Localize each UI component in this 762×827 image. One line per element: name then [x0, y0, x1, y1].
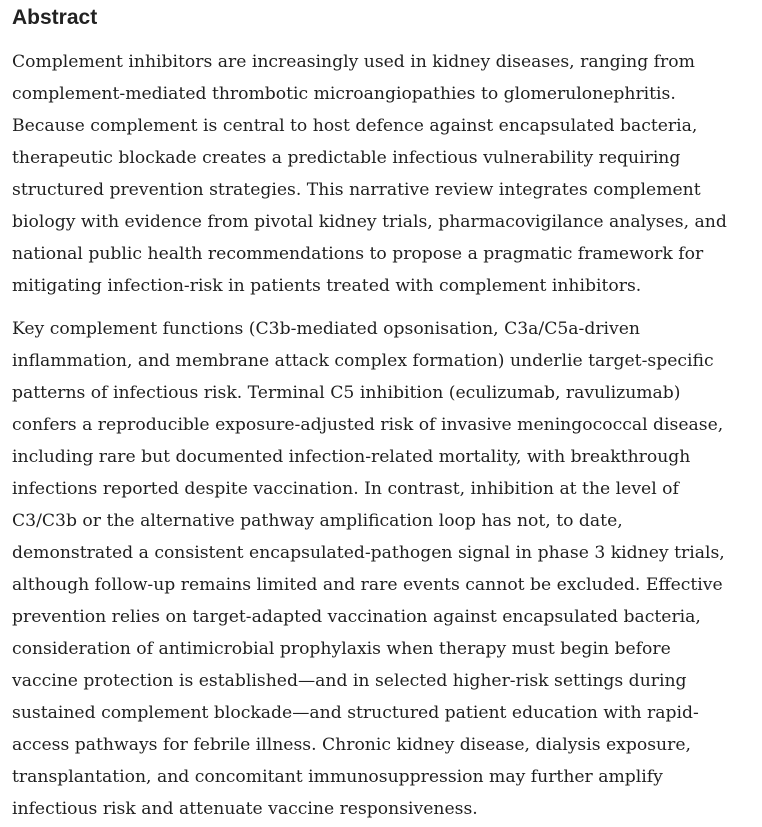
abstract-paragraph-1 — [12, 46, 760, 302]
text-line: although follow-up remains limited and rare events cannot be excluded. Effective — [12, 575, 723, 595]
text-line: prevention relies on target-adapted vaccination against encapsulated bacteria, — [12, 607, 701, 627]
text-line: national public health recommendations to propose a pragmatic framework for — [12, 244, 704, 264]
abstract-paragraph-2 — [12, 313, 760, 825]
text-line: infectious risk and attenuate vaccine responsiveness. — [12, 799, 478, 819]
abstract-heading: Abstract — [12, 6, 98, 29]
text-line: therapeutic blockade creates a predictable infectious vulnerability requiring — [12, 148, 681, 168]
text-line: structured prevention strategies. This narrative review integrates complement — [12, 180, 701, 200]
text-line: infections reported despite vaccination. In contrast, inhibition at the level of — [12, 479, 679, 499]
text-line: biology with evidence from pivotal kidney trials, pharmacovigilance analyses, and — [12, 212, 727, 232]
text-line: complement-mediated thrombotic microangiopathies to glomerulonephritis. — [12, 84, 676, 104]
text-line: sustained complement blockade—and structured patient education with rapid- — [12, 703, 699, 723]
text-line: vaccine protection is established—and in selected higher-risk settings during — [12, 671, 687, 691]
text-line: confers a reproducible exposure-adjusted risk of invasive meningococcal disease, — [12, 415, 724, 435]
text-line: Complement inhibitors are increasingly used in kidney diseases, ranging from — [12, 52, 695, 72]
text-line: inflammation, and membrane attack complex formation) underlie target-specific — [12, 351, 714, 371]
text-line: Key complement functions (C3b-mediated opsonisation, C3a/C5a-driven — [12, 319, 640, 339]
text-line: access pathways for febrile illness. Chronic kidney disease, dialysis exposure, — [12, 735, 691, 755]
text-line: including rare but documented infection-related mortality, with breakthrough — [12, 447, 691, 467]
text-line: C3/C3b or the alternative pathway amplification loop has not, to date, — [12, 511, 623, 531]
text-line: demonstrated a consistent encapsulated-pathogen signal in phase 3 kidney trials, — [12, 543, 725, 563]
text-line: mitigating infection-risk in patients treated with complement inhibitors. — [12, 276, 642, 296]
text-line: transplantation, and concomitant immunosuppression may further amplify — [12, 767, 663, 787]
text-line: Because complement is central to host defence against encapsulated bacteria, — [12, 116, 698, 136]
abstract-section — [12, 0, 760, 819]
text-line: patterns of infectious risk. Terminal C5 inhibition (eculizumab, ravulizumab) — [12, 383, 681, 403]
text-line: consideration of antimicrobial prophylaxis when therapy must begin before — [12, 639, 671, 659]
